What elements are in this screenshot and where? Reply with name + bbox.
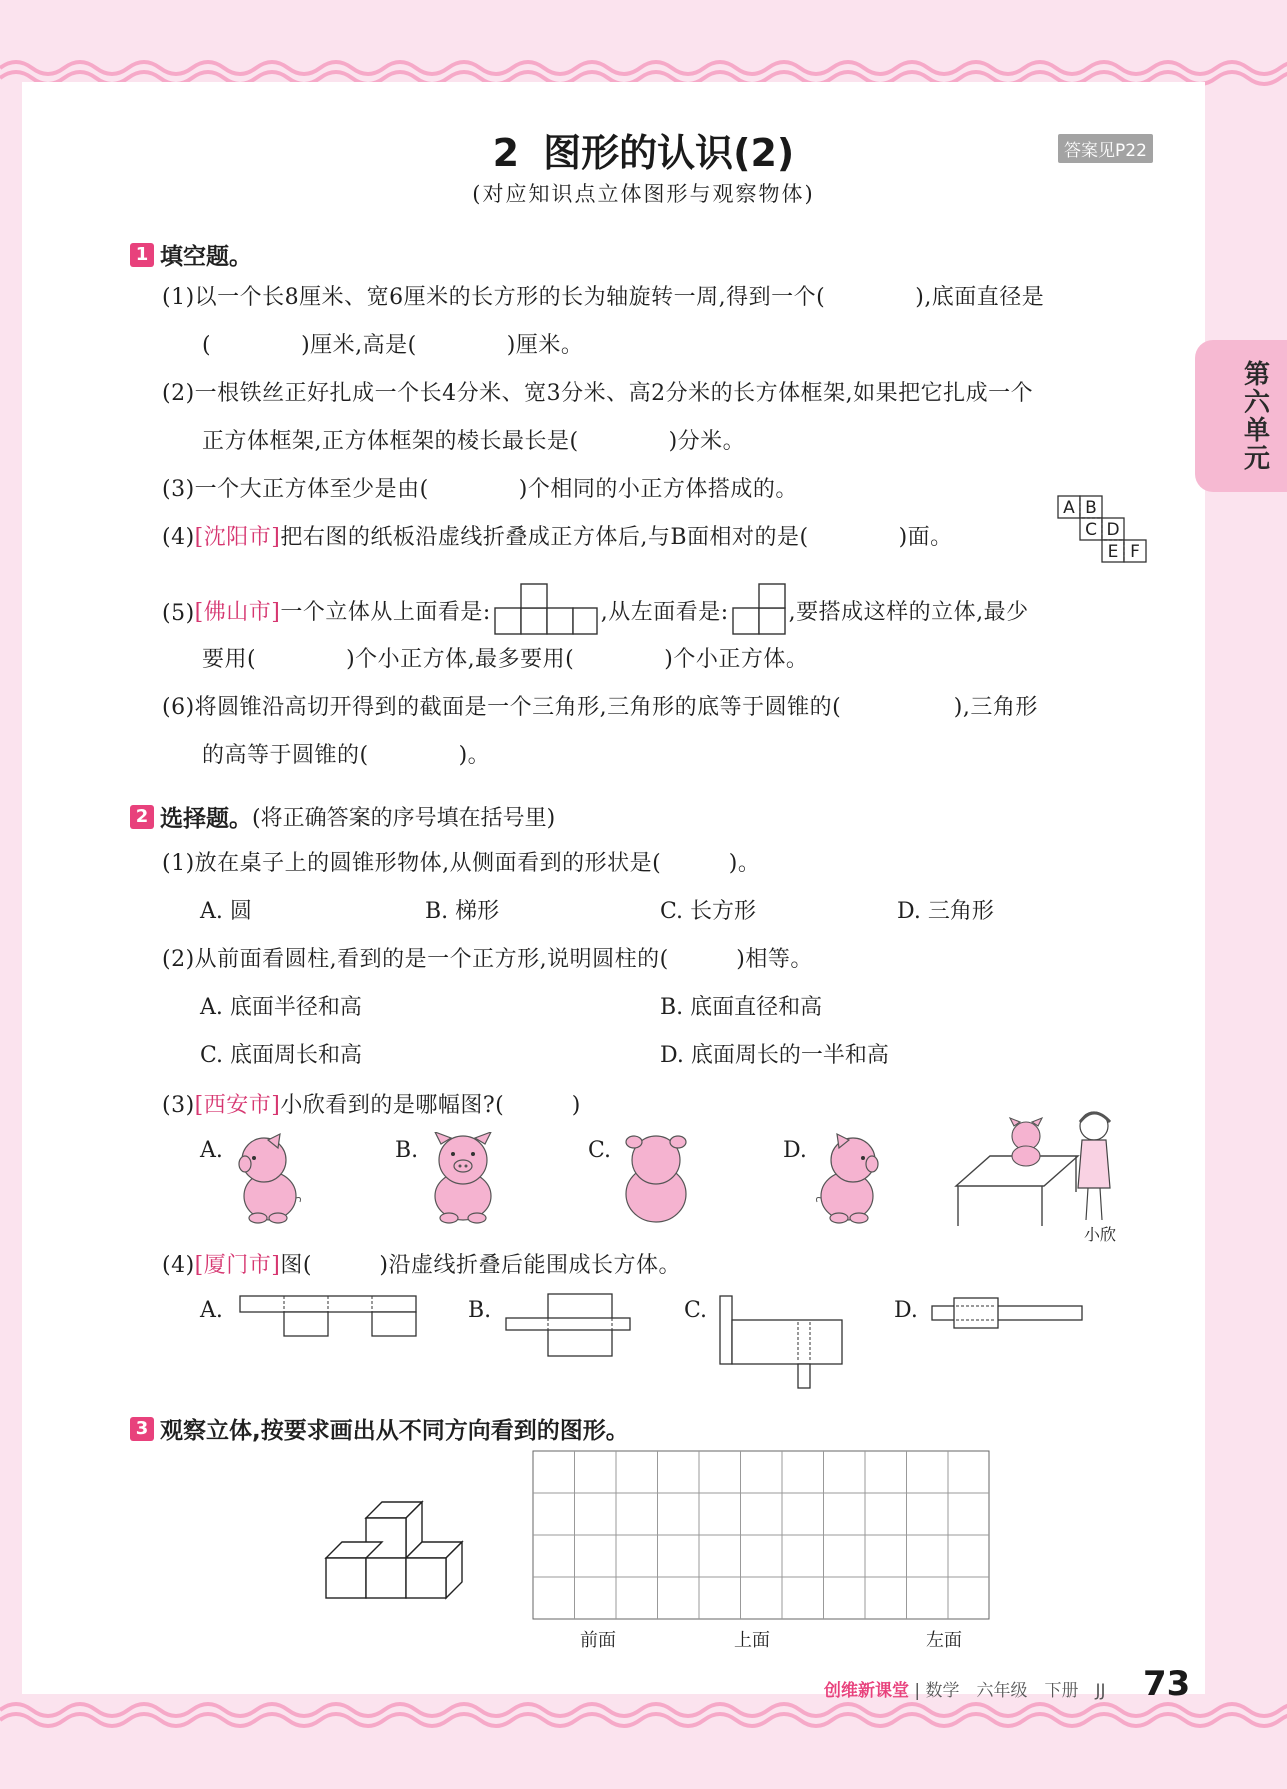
section-2-heading <box>130 800 555 833</box>
net-option-a-figure <box>238 1294 422 1338</box>
top-view-figure <box>493 582 599 636</box>
s2-q1-option-b: B. 梯形 <box>425 899 500 924</box>
section-2-badge: 2 <box>130 805 154 829</box>
cube-stack-figure <box>308 1494 468 1612</box>
s1-q6-line1: (6)将圆锥沿高切开得到的截面是一个三角形,三角形的底等于圆锥的( ),三角形 <box>162 695 1038 720</box>
s2-q4-option-b: B. <box>468 1298 492 1323</box>
s2-q4-option-a: A. <box>200 1298 223 1323</box>
section-3-badge: 3 <box>130 1417 154 1441</box>
grid-label-left: 左面 <box>926 1630 962 1651</box>
s2-q4 <box>162 1248 681 1279</box>
unit-side-tab: 第六单元 <box>1195 340 1287 492</box>
s2-q2-option-b: B. 底面直径和高 <box>660 995 823 1020</box>
section-number: 2 <box>492 131 520 175</box>
footer-book-info: 数学 六年级 下册 JJ <box>925 1681 1106 1701</box>
s1-q6-line2: 的高等于圆锥的( )。 <box>202 743 491 768</box>
s2-q2: (2)从前面看圆柱,看到的是一个正方形,说明圆柱的( )相等。 <box>162 947 813 972</box>
s2-q4-prefix: (4) <box>162 1253 195 1278</box>
s1-q4-text: 把右图的纸板沿虚线折叠成正方体后,与B面相对的是( )面。 <box>280 525 953 550</box>
net-letter-b: B <box>1085 498 1097 518</box>
s1-q5-city: [佛山市] <box>194 600 281 625</box>
s1-q5-text-c: ,要搭成这样的立体,最少 <box>788 600 1029 625</box>
net-option-b-figure <box>504 1292 634 1358</box>
section-1-title: 填空题。 <box>160 244 252 270</box>
s2-q3-option-a: A. <box>200 1138 223 1163</box>
title-text: 图形的认识(2) <box>543 131 795 175</box>
s2-q2-option-c: C. 底面周长和高 <box>200 1043 363 1068</box>
s1-q4-prefix: (4) <box>162 525 195 550</box>
s2-q2-option-d: D. 底面周长的一半和高 <box>660 1043 889 1068</box>
s2-q3-city: [西安市] <box>194 1093 281 1118</box>
drawing-grid[interactable] <box>532 1450 992 1622</box>
s1-q5-prefix: (5) <box>162 601 195 626</box>
net-letter-d: D <box>1106 520 1120 540</box>
s1-q4-city: [沈阳市] <box>194 525 281 550</box>
page-number: 73 <box>1143 1664 1191 1704</box>
s1-q2-line2: 正方体框架,正方体框架的棱长最长是( )分米。 <box>202 429 746 454</box>
footer-brand: 创维新课堂 <box>824 1681 909 1701</box>
s1-q3: (3)一个大正方体至少是由( )个相同的小正方体搭成的。 <box>162 477 798 502</box>
cube-net-diagram <box>1056 494 1162 572</box>
s2-q3-option-b: B. <box>395 1138 419 1163</box>
section-1-heading <box>130 238 252 271</box>
net-letter-e: E <box>1107 542 1119 562</box>
grid-label-front: 前面 <box>580 1630 616 1651</box>
s2-q3-option-d: D. <box>783 1138 807 1163</box>
s2-q1-option-c: C. 长方形 <box>660 899 757 924</box>
s1-q1-line1: (1)以一个长8厘米、宽6厘米的长方形的长为轴旋转一周,得到一个( ),底面直径是 <box>162 285 1045 310</box>
s2-q3-text: 小欣看到的是哪幅图?( ) <box>280 1093 581 1118</box>
section-1-badge: 1 <box>130 243 154 267</box>
net-letter-c: C <box>1085 520 1097 540</box>
s2-q3-option-c: C. <box>588 1138 612 1163</box>
bottom-wave-border <box>0 1696 1287 1756</box>
net-letter-f: F <box>1130 542 1140 562</box>
s2-q3 <box>162 1088 581 1119</box>
pig-side-right-image <box>815 1132 885 1224</box>
s2-q1: (1)放在桌子上的圆锥形物体,从侧面看到的形状是( )。 <box>162 851 761 876</box>
footer-info: 创维新课堂 | 数学 六年级 下册 JJ <box>824 1681 1106 1701</box>
pig-back-image <box>620 1132 692 1224</box>
page-subtitle: (对应知识点立体图形与观察物体) <box>472 182 815 206</box>
grid-label-top: 上面 <box>734 1630 770 1651</box>
section-3-title: 观察立体,按要求画出从不同方向看到的图形。 <box>160 1418 629 1444</box>
s2-q3-prefix: (3) <box>162 1093 195 1118</box>
s2-q1-option-a: A. 圆 <box>200 899 252 924</box>
s2-q1-option-d: D. 三角形 <box>897 899 994 924</box>
section-2-title: 选择题。 <box>160 806 252 832</box>
net-option-d-figure <box>930 1296 1086 1330</box>
s1-q5-line2: 要用( )个小正方体,最多要用( )个小正方体。 <box>202 647 809 672</box>
section-2-note: (将正确答案的序号填在括号里) <box>252 806 556 831</box>
s1-q1-line2: ( )厘米,高是( )厘米。 <box>202 333 584 358</box>
left-view-figure <box>731 582 787 636</box>
net-letter-a: A <box>1063 498 1075 518</box>
s1-q5-text-b: ,从左面看是: <box>600 600 729 625</box>
s2-q4-option-d: D. <box>894 1298 918 1323</box>
s1-q5-text-a: 一个立体从上面看是: <box>280 600 491 625</box>
section-3-heading <box>130 1412 629 1445</box>
s2-q4-option-c: C. <box>684 1298 708 1323</box>
s2-q4-text: 图( )沿虚线折叠后能围成长方体。 <box>280 1253 682 1278</box>
girl-name-label: 小欣 <box>1084 1225 1117 1244</box>
net-option-c-figure <box>718 1294 846 1390</box>
s2-q4-city: [厦门市] <box>194 1253 281 1278</box>
s1-q5-line1 <box>162 582 1029 626</box>
table-girl-scene <box>954 1104 1124 1244</box>
pig-side-left-image <box>232 1132 302 1224</box>
answer-reference-badge: 答案见P22 <box>1058 134 1153 163</box>
s1-q4 <box>162 520 953 551</box>
s2-q2-option-a: A. 底面半径和高 <box>200 995 362 1020</box>
s1-q2-line1: (2)一根铁丝正好扎成一个长4分米、宽3分米、高2分米的长方体框架,如果把它扎成一个 <box>162 381 1034 406</box>
pig-front-image <box>427 1132 499 1224</box>
